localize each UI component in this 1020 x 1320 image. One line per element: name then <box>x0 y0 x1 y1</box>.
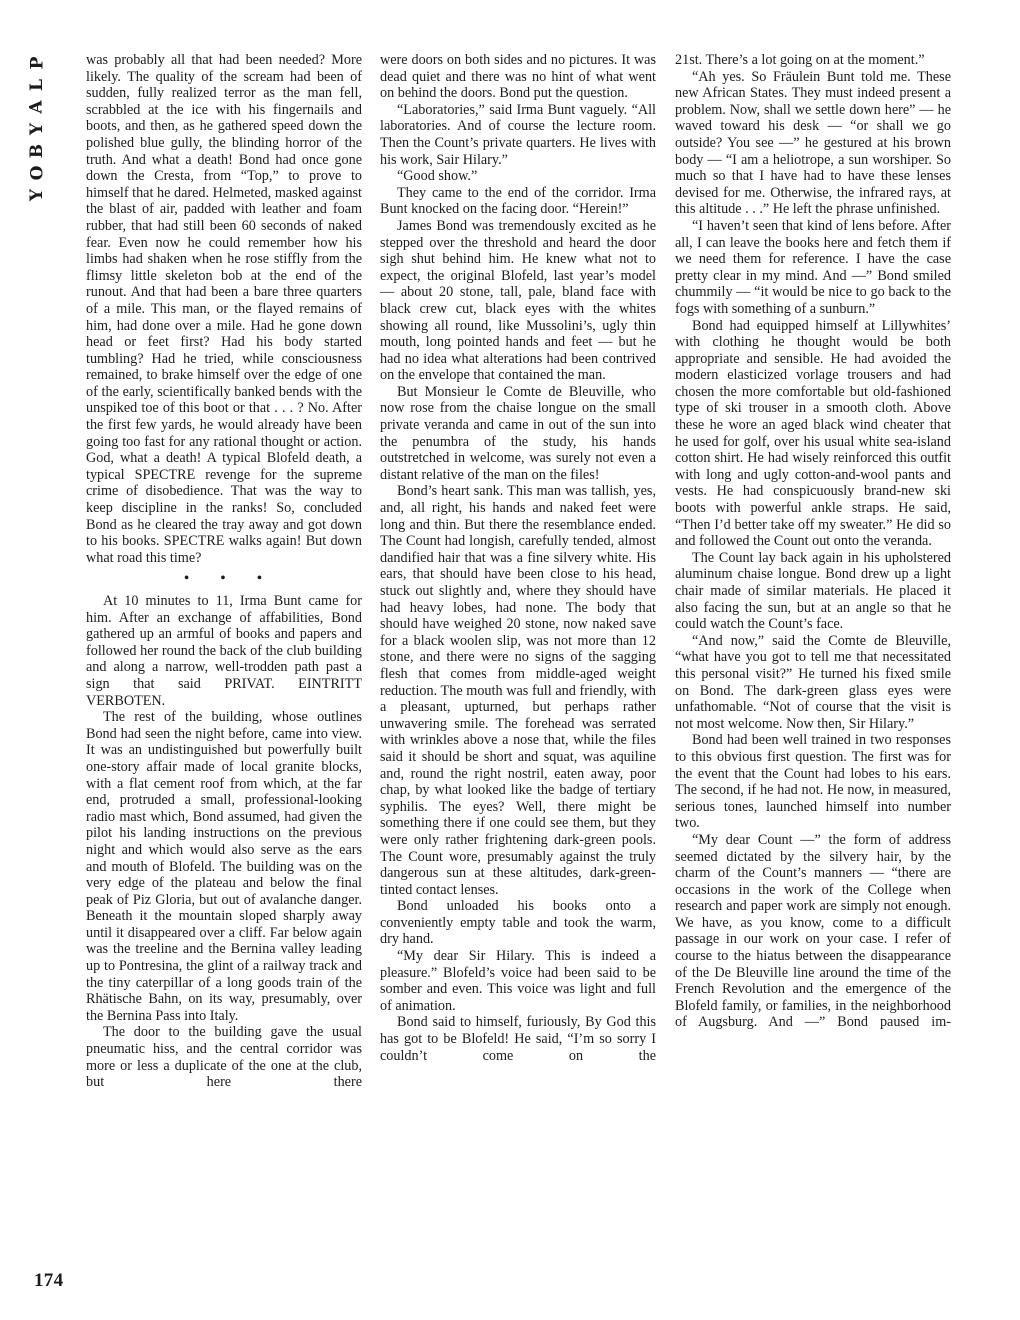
masthead-letter: Y <box>26 122 47 136</box>
section-break: • • • <box>184 571 276 587</box>
paragraph: “Good show.” <box>397 168 478 185</box>
paragraph: Bond unloaded his books onto a conveniently empty table and took the warm, dry hand. <box>380 898 656 948</box>
paragraph: The door to the building gave the usual pneumatic hiss, and the central corridor was more or less a duplicate of the one at the club, but here there <box>86 1024 362 1091</box>
paragraph: “My dear Count —” the form of address seemed dictated by the silvery hair, by the charm of the Count’s manners — “there are occasions in the work of the College when research and paper work are simply not enough. We have, as you know, come to a difficult passage in our work on your case. I refer of course to the hiatus between the disappearance of the De Bleuville line around the time of the French Revolution and the emergence of the Blofeld family, or families, in the neighborhood of Augsburg. And —” Bond paused im- <box>675 831 951 1031</box>
masthead-letter: O <box>27 165 47 181</box>
paragraph: “And now,” said the Comte de Bleuville, “what have you got to tell me that necessitated this personal visit?” He turned his fixed smile on Bond. The dark-green glass eyes were unfathomable. “Not of course that the visit is not most welcome. Now then, Sir Hilary.” <box>675 632 951 732</box>
paragraph: Bond said to himself, furiously, By God this has got to be Blofeld! He said, “I’m so sorry I couldn’t come on the <box>380 1014 656 1064</box>
masthead-letter: B <box>27 143 47 159</box>
masthead-letter: L <box>26 79 47 91</box>
magazine-masthead <box>22 52 52 206</box>
paragraph: The Count lay back again in his upholstered aluminum chaise longue. Bond drew up a light chair made of similar materials. He placed it also facing the sun, but at an angle so that he could watch the Count’s face. <box>675 549 951 633</box>
text-column-2 <box>380 52 656 1064</box>
paragraph: James Bond was tremendously excited as he stepped over the threshold and heard the door sigh shut behind him. He knew what not to expect, the original Blofeld, last year’s model — about 20 stone, tall, pale, bland face with black crew cut, black eyes with the whites showing all round, like Mussolini’s, ugly thin mouth, long pointed hands and feet — but he had no idea what alterations had been contrived on the envelope that contained the man. <box>380 217 656 384</box>
masthead-letter: P <box>26 56 47 70</box>
paragraph: “I haven’t seen that kind of lens before. After all, I can leave the books here and fetch them if we need them for reference. I have the case pretty clear in my mind. And —” Bond smiled chummily — “it would be nice to go back to the fogs with something of a sunburn.” <box>675 217 951 317</box>
paragraph: But Monsieur le Comte de Bleuville, who now rose from the chaise longue on the small private veranda and came in out of the sun into the penumbra of the study, his hands outstretched in welcome, was surely not even a distant relative of the man on the files! <box>380 383 656 483</box>
paragraph: The rest of the building, whose outlines Bond had seen the night before, came into view. It was an undistinguished but powerfully built one-story affair made of local granite blocks, with a flat cement roof from which, at the far end, protruded a small, professional-looking radio mast which, Bond assumed, had given the pilot his landing instructions on the previous night and which would also serve as the ears and mouth of Blofeld. The building was on the very edge of the plateau and below the final peak of Piz Gloria, but out of avalanche danger. Beneath it the mountain sloped sharply away until it disappeared over a cliff. Far below again was the treeline and the Bernina valley leading up to Pontresina, the glint of a railway track and the tiny caterpillar of a long goods train of the Rhätische Bahn, on its way, presumably, over the Bernina Pass into Italy. <box>86 709 362 1024</box>
paragraph: “My dear Sir Hilary. This is indeed a pleasure.” Blofeld’s voice had been said to be somber and even. This voice was light and full of animation. <box>380 948 656 1014</box>
masthead-letter: Y <box>26 188 47 202</box>
paragraph: 21st. There’s a lot going on at the moment.” <box>675 52 925 68</box>
text-column-3 <box>675 52 951 1031</box>
text-column-1 <box>86 52 362 1091</box>
paragraph: “Ah yes. So Fräulein Bunt told me. These new African States. They must indeed present a problem. Now, shall we settle down here” — he waved toward his desk — “or shall we go outside? You see —” he gestured at his brown body — “I am a heliotrope, a sun worshiper. So much so that I have had to have these lenses devised for me. Otherwise, the infrared rays, at this altitude . . .” He left the phrase unfinished. <box>675 68 951 218</box>
paragraph: “Laboratories,” said Irma Bunt vaguely. “All laboratories. And of course the lecture room. Then the Count’s private quarters. He lives with his work, Sair Hilary.” <box>380 101 656 168</box>
page-number: 174 <box>34 1270 64 1291</box>
paragraph: Bond’s heart sank. This man was tallish, yes, and, all right, his hands and naked feet were long and thin. But there the resemblance ended. The Count had longish, carefully tended, almost dandified hair that was a fine silvery white. His ears, that should have been close to his head, stuck out slightly and, where they should have had heavy lobes, had none. The body that should have weighed 20 stone, now naked save for a black woolen slip, was not more than 12 stone, and there were no signs of the sagging flesh that comes from middle-aged weight reduction. The mouth was full and friendly, with a pleasant, upturned, but perhaps rather unwavering smile. The forehead was serrated with wrinkles above a nose that, while the files said it should be short and squat, was aquiline and, round the right nostril, eaten away, poor chap, by what looked like the badge of tertiary syphilis. The eyes? Well, there might be something there if one could see them, but they were only rather frightening dark-green pools. The Count wore, presumably against the truly dangerous sun at these altitudes, dark-green-tinted contact lenses. <box>380 483 656 898</box>
paragraph: They came to the end of the corridor. Irma Bunt knocked on the facing door. “Herein!” <box>380 184 656 218</box>
paragraph: At 10 minutes to 11, Irma Bunt came for him. After an exchange of affabilities, Bond gathered up an armful of books and papers and followed her round the back of the club building and along a narrow, well-trodden path past a sign that said PRIVAT. EINTRITT VERBOTEN. <box>86 593 362 709</box>
paragraph: were doors on both sides and no pictures. It was dead quiet and there was no hint of what went on behind the doors. Bond put the question. <box>380 52 656 102</box>
masthead-letter: A <box>26 100 47 114</box>
paragraph: Bond had equipped himself at Lillywhites’ with clothing he thought would be both appropriate and sensible. He had avoided the modern elasticized vorlage trousers and had chosen the more comfortable but old-fashioned type of ski trouser in a smooth cloth. Above these he wore an aged black wind cheater that he used for golf, over his usual white sea-island cotton shirt. He had wisely reinforced this outfit with long and ugly cotton-and-wool pants and vests. He had conspicuously brand-new ski boots with powerful ankle straps. He said, “Then I’d better take off my sweater.” He did so and followed the Count out onto the veranda. <box>675 317 951 550</box>
paragraph: was probably all that had been needed? More likely. The quality of the scream had been of sudden, fully realized terror as the man fell, scrabbled at the ice with his fingernails and boots, and then, as he gathered speed down the polished blue gully, the blinding horror of the truth. And what a death! Bond had once gone down the Cresta, from “Top,” to prove to himself that he dared. Helmeted, masked against the blast of air, padded with leather and foam rubber, that had still been 60 seconds of naked fear. Even now he could remember how his limbs had shaken when he rose stiffly from the flimsy little skeleton bob at the end of the runout. And that had been a bare three quarters of a mile. This man, or the flayed remains of him, had done over a mile. Had he gone down head or feet first? Had his body started tumbling? Had he tried, while consciousness remained, to brake himself over the edge of one of the early, scientifically banked bends with the unspiked toe of this boot or that . . . ? No. After the first few yards, he would already have been going too fast for any rational thought or action. God, what a death! A typical Blofeld death, a typical SPECTRE revenge for the supreme crime of disobedience. That was the way to keep discipline in the ranks! So, concluded Bond as he cleared the tray away and got down to his books. SPECTRE walks again! But down what road this time? <box>86 52 362 566</box>
paragraph: Bond had been well trained in two responses to this obvious first question. The first was for the event that the Count had lobes to his ears. The second, if he had not. He now, in measured, serious tones, launched himself into number two. <box>675 732 951 832</box>
